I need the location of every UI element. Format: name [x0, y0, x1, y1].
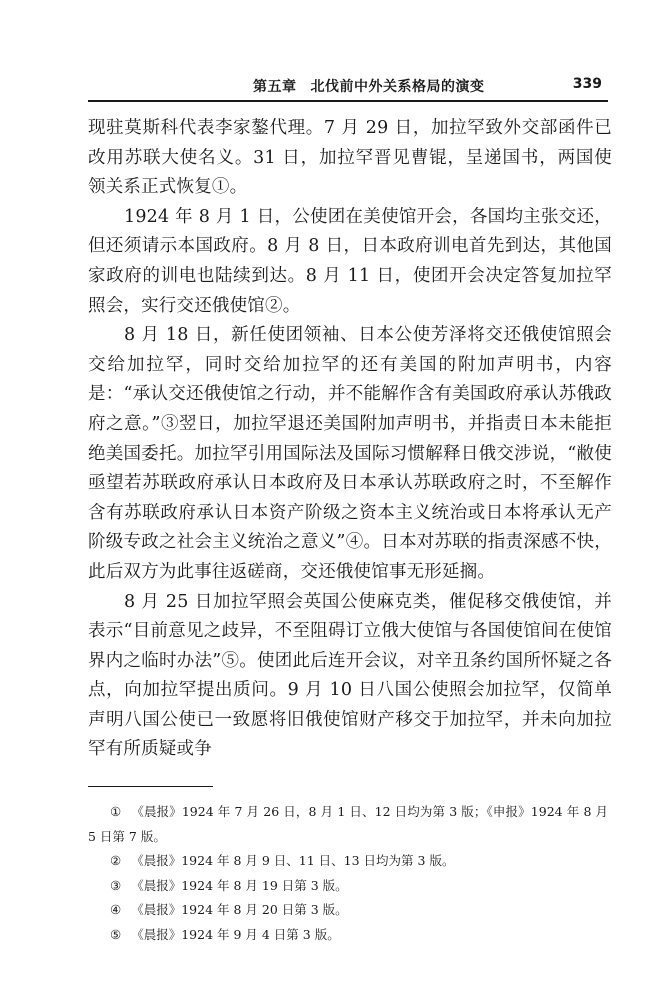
paragraph-2: 1924 年 8 月 1 日，公使团在美使馆开会，各国均主张交还，但还须请示本国政府。8 月 8 日，日本政府训电首先到达，其他国家政府的训电也陆续到达。8 月 11 日，使团开会决定答复加拉罕照会，实行交还俄使馆②。	[88, 206, 612, 316]
footnote-mark: ①	[110, 804, 122, 819]
running-title	[253, 76, 485, 96]
footnote-text: 《晨报》1924 年 8 月 19 日第 3 版。	[131, 877, 348, 893]
footnote-4	[88, 898, 608, 923]
footnote-mark: ⑤	[110, 926, 122, 942]
footnote-text: 《晨报》1924 年 7 月 26 日，8 月 1 日、12 日均为第 3 版；《申报》1924 年 8 月 5 日第 7 版。	[88, 804, 608, 844]
footnote-text: 《晨报》1924 年 8 月 9 日、11 日、13 日均为第 3 版。	[131, 853, 455, 869]
chapter-label: 第五章	[253, 79, 297, 95]
footnote-mark: ②	[110, 853, 122, 869]
footnote-2	[88, 849, 608, 874]
body-text	[88, 114, 612, 765]
paragraph-4: 8 月 25 日加拉罕照会英国公使麻克类，催促移交俄使馆，并表示“目前意见之歧异，不至阻碍订立俄大使馆与各国使馆间在使馆界内之临时办法”⑤。使团此后连开会议，对辛丑条约国所怀疑之各点，向加拉罕提出质问。9 月 10 日八国公使照会加拉罕，仅简单声明八国公使已一致愿将旧俄使馆财产移交于加拉罕，并未向加拉罕有所质疑或争	[88, 591, 612, 760]
footnote-mark: ③	[110, 877, 122, 893]
footnote-text: 《晨报》1924 年 8 月 20 日第 3 版。	[131, 902, 348, 918]
running-header	[88, 76, 608, 102]
paragraph-3: 8 月 18 日，新任使团领袖、日本公使芳泽将交还俄使馆照会交给加拉罕，同时交给加拉罕的还有美国的附加声明书，内容是：“承认交还俄使馆之行动，并不能解作含有美国政府承认苏俄政府之意。”③翌日，加拉罕退还美国附加声明书，并指责日本未能拒绝美国委托。加拉罕引用国际法及国际习惯解释日俄交涉说，“敝使亟望若苏联政府承认日本政府及日本承认苏联政府之时，不至解作含有苏联政府承认日本资产阶级之资本主义统治或日本将承认无产阶级专政之社会主义统治之意义”④。日本对苏联的指责深感不快，此后双方为此事往返磋商，交还俄使馆事无形延搁。	[88, 325, 612, 582]
chapter-title: 北伐前中外关系格局的演变	[310, 79, 485, 95]
footnote-rule	[88, 786, 213, 787]
footnote-mark: ④	[110, 902, 122, 918]
footnote-text: 《晨报》1924 年 9 月 4 日第 3 版。	[131, 926, 340, 942]
paragraph-1: 现驻莫斯科代表李家鏊代理。7 月 29 日，加拉罕致外交部函件已改用苏联大使名义。31 日，加拉罕晋见曹锟，呈递国书，两国使领关系正式恢复①。	[88, 118, 612, 198]
footnotes	[88, 800, 608, 948]
footnote-5	[88, 923, 608, 948]
footnote-3	[88, 874, 608, 899]
page-number: 339	[572, 76, 602, 92]
footnote-1	[88, 800, 608, 849]
